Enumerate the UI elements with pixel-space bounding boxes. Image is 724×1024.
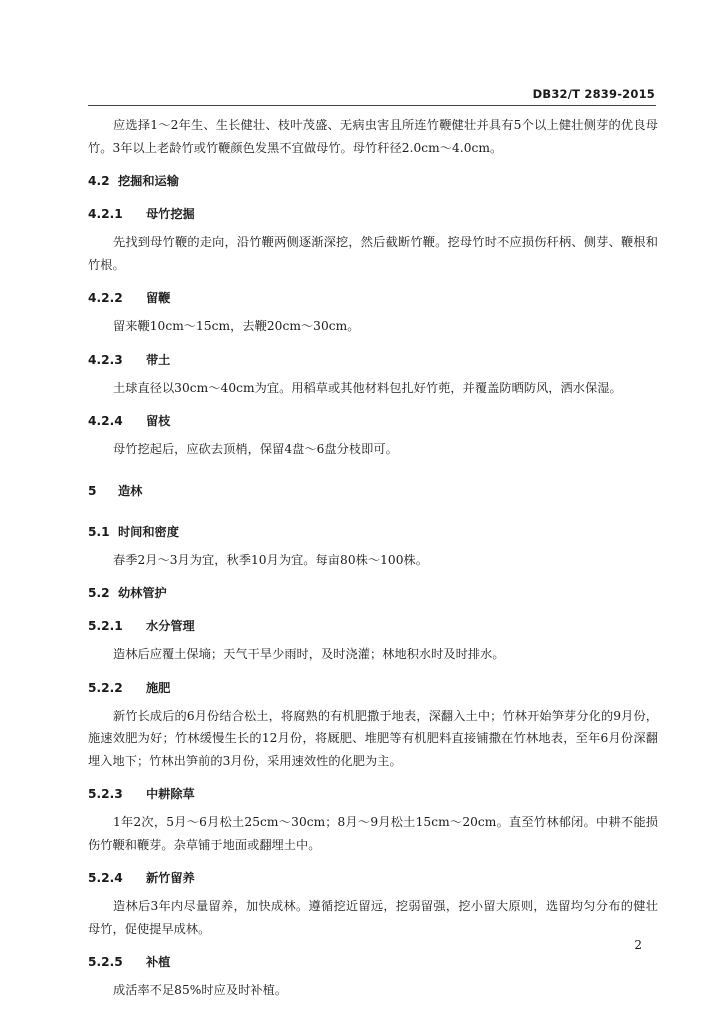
section-title: 补植 bbox=[146, 955, 171, 969]
section-title: 母竹挖掘 bbox=[146, 207, 195, 221]
section-heading bbox=[88, 951, 658, 973]
paragraph: 造林后应覆土保墒；天气干旱少雨时，及时浇灌；林地积水时及时排水。 bbox=[113, 647, 505, 661]
page-number: 2 bbox=[634, 938, 642, 952]
section-heading bbox=[88, 677, 658, 699]
section-number: 4.2.3 bbox=[88, 352, 123, 367]
section-title: 幼林管护 bbox=[118, 586, 167, 600]
section-title: 水分管理 bbox=[146, 619, 195, 633]
section-title: 留鞭 bbox=[146, 291, 171, 305]
section-number: 5.1 bbox=[88, 524, 110, 539]
section-title: 挖掘和运输 bbox=[118, 174, 179, 188]
section-number: 5.2.1 bbox=[88, 619, 123, 633]
section-number: 4.2.2 bbox=[88, 291, 123, 305]
paragraph: 1年2次，5月～6月松土25cm～30cm；8月～9月松土15cm～20cm。直至竹林郁闭。中耕不能损伤竹鞭和鞭芽。杂草铺于地面或翻埋土中。 bbox=[88, 815, 658, 852]
section-heading bbox=[88, 783, 658, 805]
section-number: 4.2 bbox=[88, 174, 110, 188]
header-rule bbox=[88, 105, 656, 106]
section-heading bbox=[88, 867, 658, 889]
section-heading bbox=[88, 615, 658, 637]
section-title: 造林 bbox=[118, 483, 143, 498]
section-number: 5.2.3 bbox=[88, 787, 123, 801]
section-heading bbox=[88, 410, 658, 432]
paragraph: 先找到母竹鞭的走向，沿竹鞭两侧逐渐深挖，然后截断竹鞭。挖母竹时不应损伤秆柄、侧芽、鞭根和竹根。 bbox=[88, 235, 658, 272]
paragraph: 春季2月～3月为宜，秋季10月为宜。每亩80株～100株。 bbox=[113, 552, 428, 567]
section-heading bbox=[88, 203, 658, 225]
section-number: 5.2 bbox=[88, 586, 110, 600]
paragraph: 留来鞭10cm～15cm，去鞭20cm～30cm。 bbox=[113, 319, 360, 333]
paragraph: 新竹长成后的6月份结合松土，将腐熟的有机肥撒于地表，深翻入土中；竹林开始笋芽分化的9月份，施速效肥为好；竹林缓慢生长的12月份，将厩肥、堆肥等有机肥料直接铺撒在竹林地表，至年6月份深翻埋入地下；竹林出笋前的3月份，采用速效性的化肥为主。 bbox=[88, 708, 658, 768]
section-number: 5 bbox=[88, 483, 97, 498]
section-number: 4.2.4 bbox=[88, 414, 123, 428]
document-body bbox=[88, 114, 658, 1002]
section-title: 时间和密度 bbox=[118, 524, 179, 539]
section-heading bbox=[88, 287, 658, 309]
section-title: 施肥 bbox=[146, 680, 171, 695]
section-heading bbox=[88, 582, 658, 604]
section-title: 新竹留养 bbox=[146, 871, 195, 885]
section-title: 留枝 bbox=[146, 414, 171, 428]
section-heading bbox=[88, 349, 658, 371]
section-number: 4.2.1 bbox=[88, 207, 123, 221]
section-heading bbox=[88, 521, 658, 543]
section-number: 5.2.4 bbox=[88, 871, 123, 885]
paragraph: 土球直径以30cm～40cm为宜。用稻草或其他材料包扎好竹蔸，并覆盖防晒防风，洒水保湿。 bbox=[113, 380, 622, 395]
document-id: DB32/T 2839-2015 bbox=[532, 87, 655, 101]
section-number: 5.2.5 bbox=[88, 955, 123, 969]
paragraph: 应选择1～2年生、生长健壮、枝叶茂盛、无病虫害且所连竹鞭健壮并具有5个以上健壮侧芽的优良母竹。3年以上老龄竹或竹鞭颜色发黑不宜做母竹。母竹秆径2.0cm～4.0cm。 bbox=[88, 118, 658, 155]
section-heading bbox=[88, 480, 658, 502]
paragraph: 母竹挖起后，应砍去顶梢，保留4盘～6盘分枝即可。 bbox=[113, 442, 398, 456]
section-number: 5.2.2 bbox=[88, 680, 123, 695]
paragraph: 造林后3年内尽量留养，加快成林。遵循挖近留远，挖弱留强，挖小留大原则，选留均匀分布的健壮母竹，促使提早成林。 bbox=[88, 899, 658, 936]
paragraph: 成活率不足85%时应及时补植。 bbox=[113, 983, 288, 997]
section-heading bbox=[88, 170, 658, 192]
section-title: 带土 bbox=[146, 352, 171, 367]
section-title: 中耕除草 bbox=[146, 787, 195, 801]
